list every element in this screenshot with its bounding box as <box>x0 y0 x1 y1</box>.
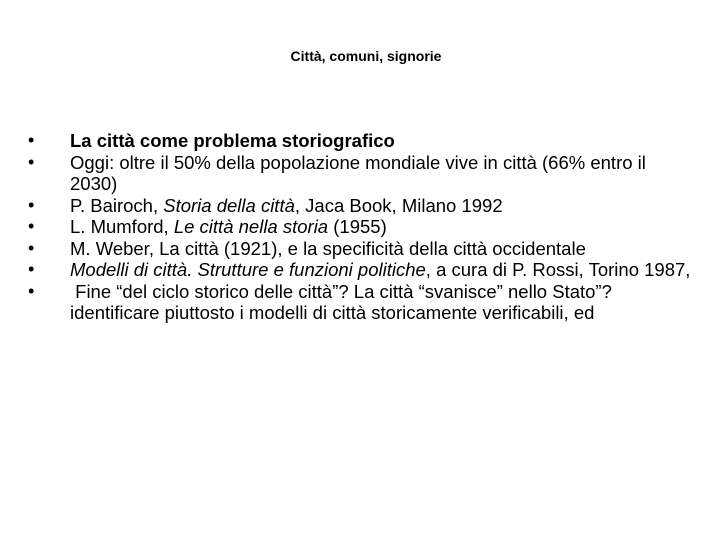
bullet-text: (1955) <box>328 216 387 237</box>
bullet-text: L. Mumford, <box>70 216 174 237</box>
list-item <box>28 152 698 195</box>
book-title: Modelli di città. Strutture e funzioni politiche <box>70 259 426 280</box>
list-item <box>28 259 698 281</box>
list-item <box>28 281 698 324</box>
bullet-text: P. Bairoch, <box>70 194 164 216</box>
book-title: Le città nella storia <box>173 216 329 237</box>
bullet-icon: • <box>28 130 35 150</box>
list-item <box>28 130 698 152</box>
book-title: Storia della città <box>163 194 295 216</box>
slide-title: Città, comuni, signorie <box>290 48 442 64</box>
bullet-icon: • <box>28 216 35 236</box>
bullet-text: , a cura di P. Rossi, Torino 1987, <box>425 259 691 280</box>
bullet-text: La città come problema storiografico <box>70 130 395 151</box>
bullet-list <box>28 130 698 324</box>
bullet-icon: • <box>28 280 35 301</box>
bullet-icon: • <box>28 237 35 258</box>
bullet-text: Fine “del ciclo storico delle città”? La città “svanisce” nello Stato”? identificare piuttosto i modelli di città storicamente verificabili, ed <box>70 280 618 323</box>
bullet-icon: • <box>28 194 35 215</box>
bullet-text: Oggi: oltre il 50% della popolazione mondiale vive in città (66% entro il 2030) <box>70 151 646 194</box>
list-item <box>28 216 698 238</box>
bullet-icon: • <box>28 151 35 172</box>
list-item <box>28 195 698 217</box>
list-item <box>28 238 698 260</box>
bullet-text: , Jaca Book, Milano 1992 <box>294 194 503 216</box>
bullet-text: M. Weber, La città (1921), e la specificità della città occidentale <box>70 237 586 259</box>
bullet-icon: • <box>28 259 35 279</box>
